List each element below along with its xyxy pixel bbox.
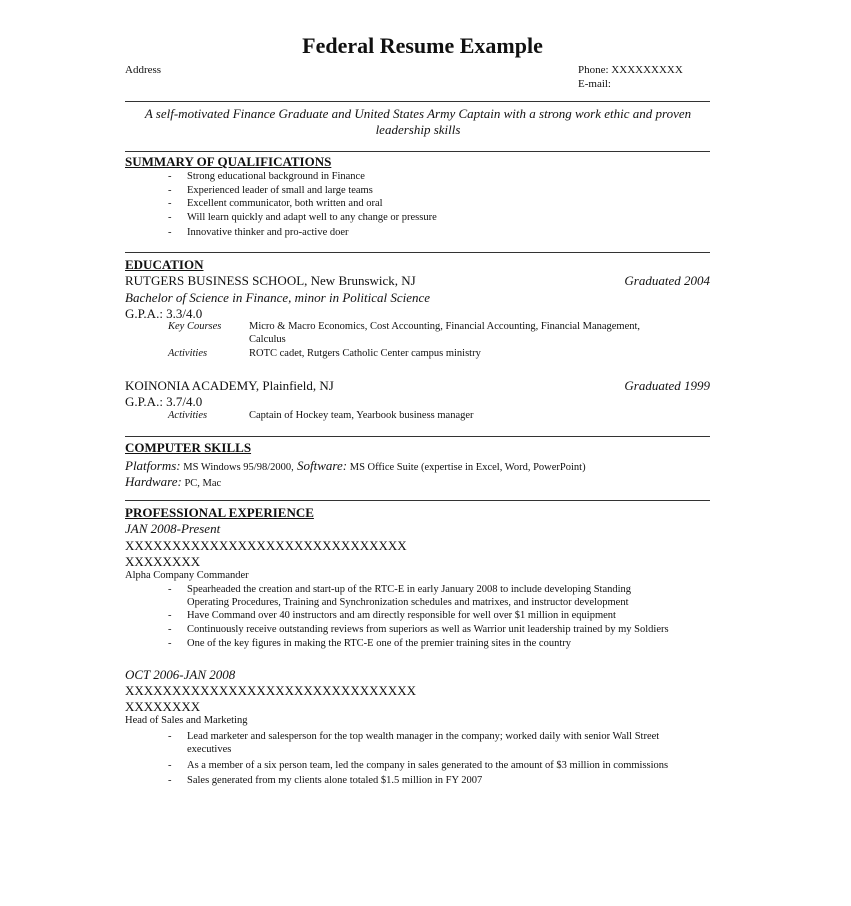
computer-skills-heading: COMPUTER SKILLS	[125, 440, 252, 455]
bullet-dash: -	[168, 185, 172, 196]
list-item: Have Command over 40 instructors and am directly responsible for well over $1 million in equipment	[187, 610, 616, 621]
bullet-dash: -	[168, 638, 172, 649]
list-item: Will learn quickly and adapt well to any change or pressure	[187, 212, 437, 223]
bullet-dash: -	[168, 171, 172, 182]
school-name: RUTGERS BUSINESS SCHOOL, New Brunswick, NJ	[125, 273, 416, 288]
graduation-date: Graduated 1999	[624, 378, 710, 393]
bullet-dash: -	[168, 584, 172, 595]
phone-label: Phone: XXXXXXXXX	[578, 64, 683, 76]
job-location: XXXXXXXX	[125, 699, 201, 714]
degree: Bachelor of Science in Finance, minor in Political Science	[125, 290, 431, 305]
bullet-dash: -	[168, 227, 172, 238]
job-employer: XXXXXXXXXXXXXXXXXXXXXXXXXXXXXXX	[125, 683, 417, 698]
platforms-value: MS Windows 95/98/2000,	[180, 462, 294, 473]
divider	[125, 500, 710, 501]
hardware-line	[125, 473, 221, 491]
experience-heading: PROFESSIONAL EXPERIENCE	[125, 505, 314, 520]
bullet-dash: -	[168, 212, 172, 223]
list-item: Experienced leader of small and large teams	[187, 185, 373, 196]
activities: ROTC cadet, Rutgers Catholic Center campus ministry	[249, 348, 481, 359]
address-label: Address	[125, 64, 162, 76]
school-name: KOINONIA ACADEMY, Plainfield, NJ	[125, 378, 334, 393]
key-courses-label: Key Courses	[168, 321, 222, 332]
list-item: Innovative thinker and pro-active doer	[187, 227, 349, 238]
key-courses: Micro & Macro Economics, Cost Accounting, Financial Accounting, Financial Management,	[249, 321, 641, 332]
email-label: E-mail:	[578, 78, 611, 90]
divider	[125, 151, 710, 152]
divider	[125, 436, 710, 437]
list-item: Continuously receive outstanding reviews from superiors as well as Warrior unit leadership trained by my Soldiers	[187, 624, 669, 635]
list-item: executives	[187, 744, 232, 755]
objective-statement: A self-motivated Finance Graduate and United States Army Captain with a strong work ethic and proven leadership skills	[144, 106, 692, 137]
bullet-dash: -	[168, 760, 172, 771]
list-item: Spearheaded the creation and start-up of the RTC-E in early January 2008 to include developing Standing	[187, 584, 632, 595]
activities: Captain of Hockey team, Yearbook business manager	[249, 410, 474, 421]
platforms-label: Platforms:	[125, 458, 181, 473]
software-label: Software:	[293, 458, 348, 473]
list-item: Operating Procedures, Training and Synchronization schedules and matrixes, and instructor development	[187, 597, 629, 608]
software-value: MS Office Suite (expertise in Excel, Word, PowerPoint)	[347, 462, 586, 473]
list-item: Lead marketer and salesperson for the top wealth manager in the company; worked daily with senior Wall Street	[187, 731, 660, 742]
divider	[125, 101, 710, 102]
job-employer: XXXXXXXXXXXXXXXXXXXXXXXXXXXXXX	[125, 538, 407, 553]
activities-label: Activities	[168, 410, 208, 421]
job-location: XXXXXXXX	[125, 554, 201, 569]
hardware-label: Hardware:	[125, 474, 182, 489]
bullet-dash: -	[168, 610, 172, 621]
list-item: Excellent communicator, both written and oral	[187, 198, 383, 209]
gpa: G.P.A.: 3.7/4.0	[125, 394, 203, 409]
divider	[125, 252, 710, 253]
job-dates: JAN 2008-Present	[125, 521, 221, 536]
bullet-dash: -	[168, 731, 172, 742]
gpa: G.P.A.: 3.3/4.0	[125, 306, 203, 321]
resume-title: Federal Resume Example	[302, 33, 543, 58]
list-item: Strong educational background in Finance	[187, 171, 365, 182]
bullet-dash: -	[168, 775, 172, 786]
activities-label: Activities	[168, 348, 208, 359]
key-courses-cont: Calculus	[249, 334, 286, 345]
graduation-date: Graduated 2004	[624, 273, 710, 288]
job-position: Head of Sales and Marketing	[125, 715, 248, 726]
bullet-dash: -	[168, 198, 172, 209]
list-item: One of the key figures in making the RTC-E one of the premier training sites in the country	[187, 638, 571, 649]
list-item: Sales generated from my clients alone totaled $1.5 million in FY 2007	[187, 775, 483, 786]
bullet-dash: -	[168, 624, 172, 635]
education-heading: EDUCATION	[125, 257, 204, 272]
job-position: Alpha Company Commander	[125, 570, 249, 581]
summary-heading: SUMMARY OF QUALIFICATIONS	[125, 154, 332, 169]
hardware-value: PC, Mac	[181, 478, 222, 489]
list-item: As a member of a six person team, led the company in sales generated to the amount of $3 million in commissions	[187, 760, 669, 771]
job-dates: OCT 2006-JAN 2008	[125, 667, 236, 682]
